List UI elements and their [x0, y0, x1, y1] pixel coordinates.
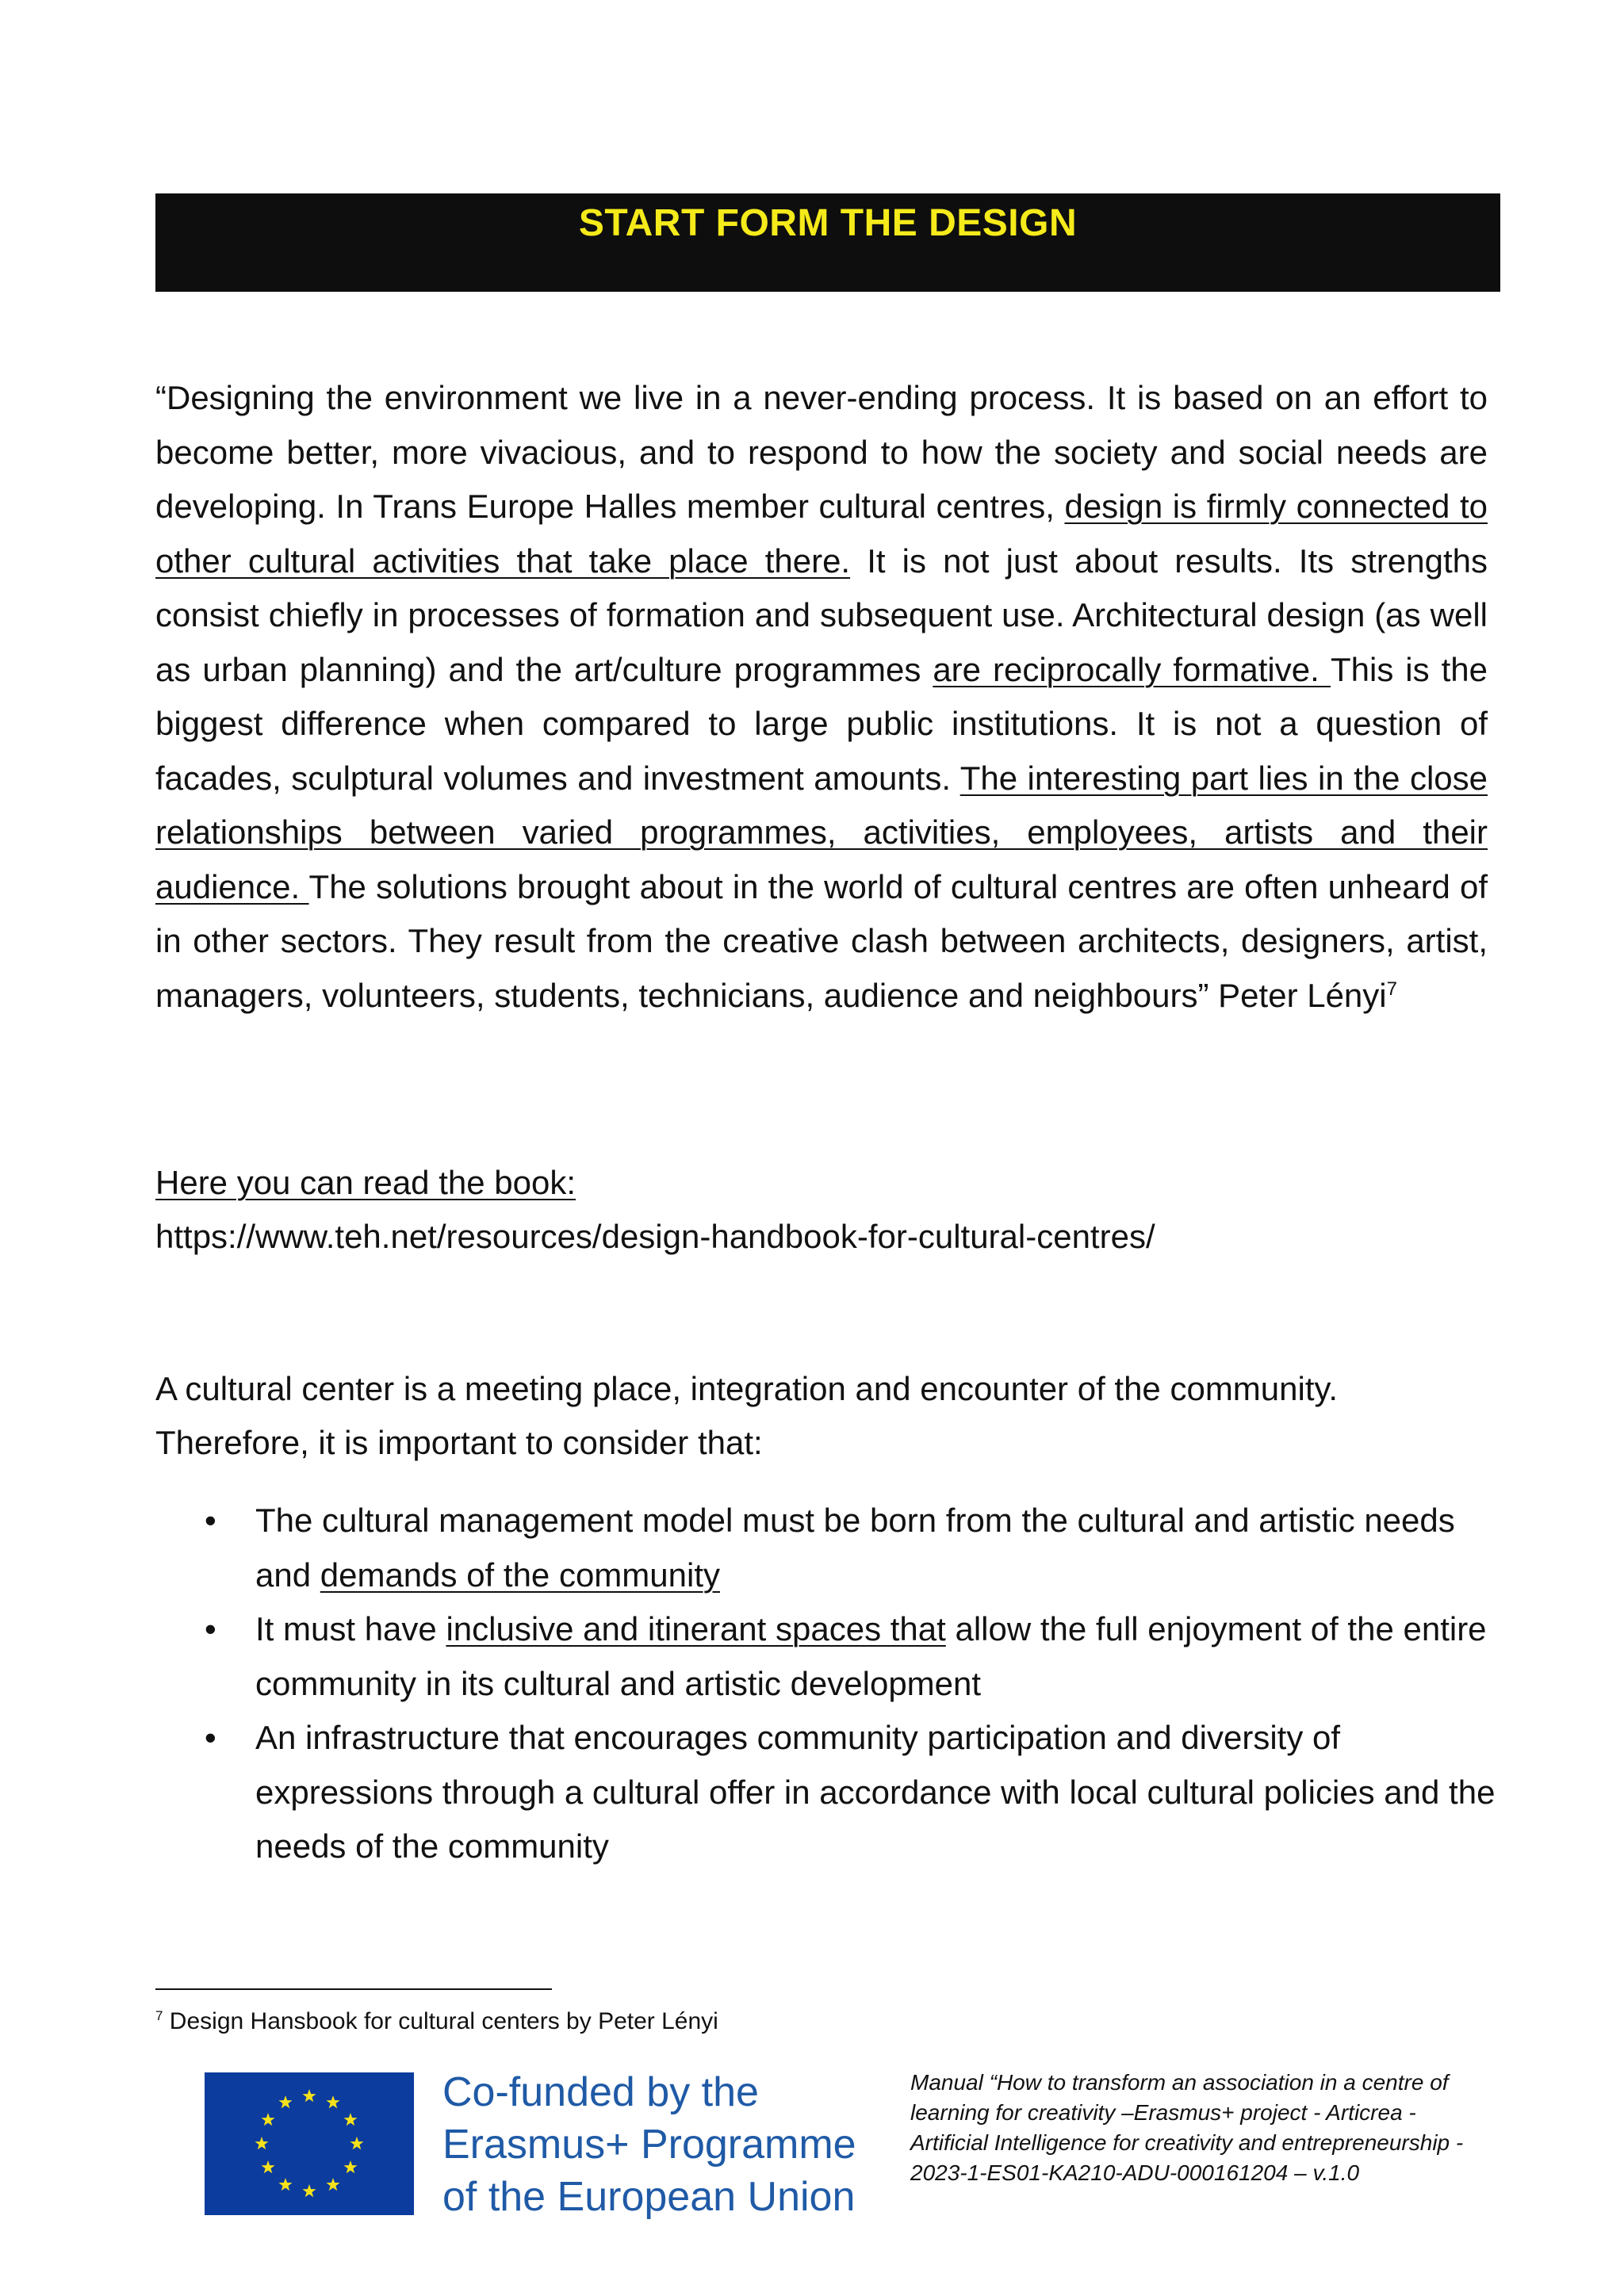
bullet-marker: •: [205, 1610, 216, 1647]
intro-paragraph: A cultural center is a meeting place, integration and encounter of the community. Therefore, it is important to consider that:: [155, 1370, 1339, 1461]
bullet-marker: •: [205, 1719, 216, 1756]
quote-underline-2: are reciprocally formative.: [933, 650, 1331, 688]
quote-text-3: This is the biggest difference when compared to large public institutions. It is not a question of facades, sculptural volumes and investment amounts.: [155, 650, 1488, 797]
cofunded-line: Co-funded by the: [442, 2069, 759, 2115]
list-item-text: An infrastructure that encourages community participation and diversity of expressions through a cultural offer in accordance with local cultural policies and the needs of the community: [255, 1719, 1496, 1865]
footnote-number: 7: [155, 2008, 163, 2023]
quote-text-2: It is not just about results. Its strengths consist chiefly in processes of formation and subsequent use. Architectural design (as well as urban planning) and the art/culture programmes: [155, 541, 1488, 688]
considerations-list: [155, 1494, 1503, 1874]
quote-text-1: “Designing the environment we live in a never-ending process. It is based on an effort to become better, more vivacious, and to respond to how the society and social needs are developing. In Trans Europe Halles member cultural centres,: [155, 379, 1488, 525]
footnote-ref[interactable]: 7: [1386, 978, 1397, 1000]
list-item: [155, 1711, 1503, 1874]
footnote-divider: [155, 1988, 552, 1990]
list-item-text: The cultural management model must be born from the cultural and artistic needs and: [255, 1502, 1455, 1594]
list-item: [155, 1602, 1503, 1711]
manual-citation: Manual “How to transform an association in a centre of learning for creativity –Erasmus+ project - Articrea - Artificial Intelligence for creativity and entrepreneurship - 2023-1-ES01-KA210-ADU-000161204 – v.1.0: [910, 2070, 1464, 2185]
footnote: [155, 2006, 718, 2038]
quote-text-4: The solutions brought about in the world of cultural centres are often unheard of in other sectors. They result from the creative clash between architects, designers, artist, managers, volunteers, students, technicians, audience and neighbours” Peter Lényi: [155, 867, 1488, 1014]
quote-underline-1: design is firmly connected to other cultural activities that take place there.: [155, 488, 1488, 580]
title-banner: [155, 193, 1500, 292]
quote-paragraph: [155, 371, 1488, 1023]
list-item: [155, 1494, 1503, 1602]
cofunded-line: Erasmus+ Programme: [442, 2122, 856, 2168]
list-item-text-end: allow the full enjoyment of the entire community in its cultural and artistic development: [255, 1610, 1487, 1702]
page-title: START FORM THE DESIGN: [578, 202, 1078, 244]
list-item-underline: inclusive and itinerant spaces that: [446, 1610, 946, 1647]
list-item-underline: demands of the community: [320, 1556, 720, 1594]
eu-flag-icon: [205, 2072, 414, 2215]
quote-underline-3: The interesting part lies in the close relationships between varied programmes, activities, employees, artists and their audience.: [155, 759, 1488, 905]
book-url[interactable]: https://www.teh.net/resources/design-handbook-for-cultural-centres/: [155, 1218, 1155, 1255]
book-reference: [155, 1156, 1155, 1264]
cofunded-logo-text: [442, 2066, 856, 2223]
book-label: Here you can read the book:: [155, 1164, 576, 1201]
list-item-text: It must have: [255, 1610, 446, 1647]
bullet-marker: •: [205, 1502, 216, 1539]
cofunded-line: of the European Union: [442, 2174, 856, 2220]
footnote-text: Design Hansbook for cultural centers by Peter Lényi: [163, 2008, 718, 2034]
